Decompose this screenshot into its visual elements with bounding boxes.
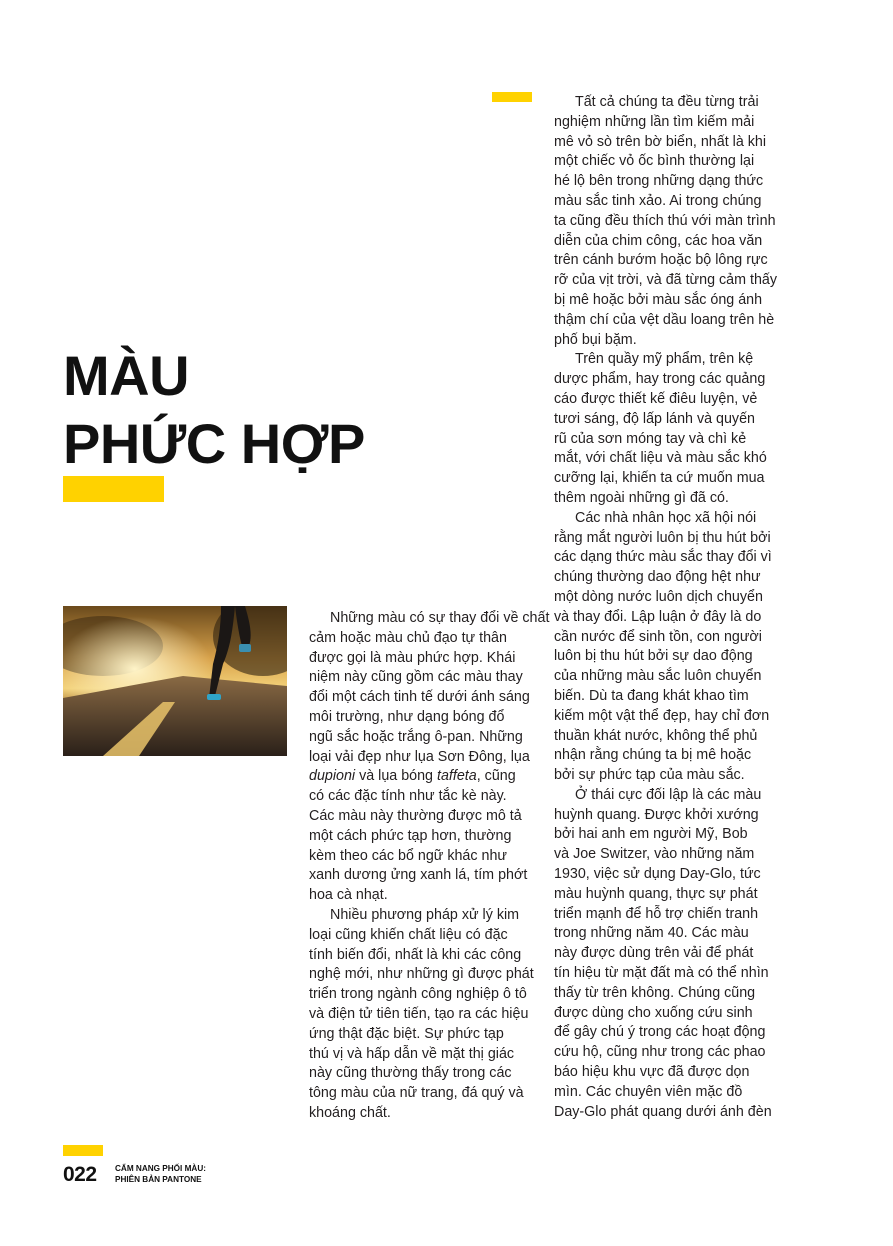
title-line-2: PHỨC HỢP <box>63 412 365 475</box>
text-line: diễn của chim công, các hoa văn <box>554 232 763 249</box>
text-line: rằng mắt người luôn bị thu hút bởi <box>554 529 771 546</box>
text-line: nhận rằng chúng ta bị mê hoặc <box>554 747 752 764</box>
text-line: màu sắc tinh xảo. Ai trong chúng <box>554 192 762 209</box>
paragraph <box>554 350 786 508</box>
text-line: đổi một cách tinh tế dưới ánh sáng <box>309 689 530 706</box>
text-line: triển mạnh để hỗ trợ chiến tranh <box>554 905 759 922</box>
text-line: và thay đổi. Lập luận ở đây là do <box>554 608 762 625</box>
text-line: nghiệm những lần tìm kiếm mải <box>554 113 755 130</box>
text-line: cảm hoặc màu chủ đạo tự thân <box>309 629 507 646</box>
text-line: kèm theo các bổ ngữ khác như <box>309 847 507 864</box>
accent-bar-top <box>492 92 532 102</box>
text-line: ứng thật đặc biệt. Sự phức tạp <box>309 1025 504 1042</box>
text-line: rũ của sơn móng tay và chì kẻ <box>554 430 747 447</box>
text-line: trong những năm 40. Các màu <box>554 925 749 942</box>
text-line: phố bụi bặm. <box>554 331 637 348</box>
accent-bar-title <box>63 476 164 502</box>
text-line: tính biến đổi, nhất là khi các công <box>309 946 522 963</box>
text-line: cáo được thiết kế điêu luyện, vẻ <box>554 390 758 407</box>
text-line <box>309 767 541 787</box>
text-line: Nhiều phương pháp xử lý kim <box>330 906 520 923</box>
text-line: cứu hộ, cũng như trong các phao <box>554 1044 766 1061</box>
text-line: tươi sáng, độ lấp lánh và quyến <box>554 410 755 427</box>
text-line: ngũ sắc hoặc trắng ô-pan. Những <box>309 728 523 745</box>
body-column-right <box>554 93 786 1122</box>
text-line: dược phẩm, hay trong các quảng <box>554 371 766 388</box>
text-line: môi trường, như dạng bóng đổ <box>309 708 505 725</box>
text-line: Trên quầy mỹ phẩm, trên kệ <box>575 351 754 368</box>
text-line: loại vải đẹp như lụa Sơn Đông, lụa <box>309 748 530 765</box>
text-line: có các đặc tính như tắc kè này. <box>309 788 507 805</box>
text-line: báo hiệu khu vực đã được dọn <box>554 1064 750 1081</box>
text-line: cưỡng lại, khiến ta cứ muốn mua <box>554 470 765 487</box>
text-line: huỳnh quang. Được khởi xướng <box>554 806 759 823</box>
page-number: 022 <box>63 1163 97 1186</box>
text-line: biến. Dù ta đang khát khao tìm <box>554 687 749 704</box>
text-line: mê vỏ sò trên bờ biển, nhất là khi <box>554 133 767 150</box>
text-line: rỡ của vịt trời, và đã từng cảm thấy <box>554 272 777 289</box>
text-line: được dùng cho xuống cứu sinh <box>554 1004 753 1021</box>
text-line: triển trong ngành công nghiệp ô tô <box>309 986 527 1003</box>
text-line: thuần khát nước, không thể phủ <box>554 727 758 744</box>
footer-label-line-1: CẨM NANG PHỐI MÀU: <box>115 1164 206 1173</box>
text-line: và điện tử tiên tiến, tạo ra các hiệu <box>309 1005 529 1022</box>
running-footer <box>115 1164 206 1185</box>
text-line: hoa cà nhạt. <box>309 887 388 904</box>
text-line: Tất cả chúng ta đều từng trải <box>575 94 759 110</box>
text-line: kiếm một vật thể đẹp, hay chỉ đơn <box>554 707 770 724</box>
text-line: Ở thái cực đối lập là các màu <box>575 786 762 803</box>
italic-term: dupioni <box>309 768 356 785</box>
text-line: này cũng thường thấy trong các <box>309 1065 512 1082</box>
text-line: ta cũng đều thích thú với màn trình <box>554 212 776 229</box>
text-line: cần nước để sinh tồn, con người <box>554 628 762 645</box>
text-line: màu huỳnh quang, thực sự phát <box>554 885 758 902</box>
text-line: và Joe Switzer, vào những năm <box>554 846 755 863</box>
text-line: được gọi là màu phức hợp. Khái <box>309 649 516 666</box>
text-line: thêm ngoài những gì đã có. <box>554 489 729 506</box>
text-line: trên cánh bướm hoặc bộ lông rực <box>554 252 768 269</box>
accent-bar-footer <box>63 1145 103 1156</box>
text-line: thú vị và hấp dẫn về mặt thị giác <box>309 1045 515 1062</box>
paragraph <box>554 786 786 1123</box>
text-line: bởi sự phức tạp của màu sắc. <box>554 767 745 784</box>
text-line: Các màu này thường được mô tả <box>309 807 522 824</box>
paragraph <box>554 93 786 350</box>
text-line: nghệ mới, như những gì được phát <box>309 966 534 983</box>
text-line: một chiếc vỏ ốc bình thường lại <box>554 153 755 170</box>
paragraph <box>554 509 786 786</box>
text-line: khoáng chất. <box>309 1104 391 1121</box>
page-title <box>63 342 365 478</box>
text-line: chúng thường dao động hệt như <box>554 569 761 586</box>
text-line: tông màu của nữ trang, đá quý và <box>309 1085 524 1102</box>
text-line: một dòng nước luôn dịch chuyển <box>554 588 763 605</box>
text-line: 1930, việc sử dụng Day-Glo, tức <box>554 866 761 883</box>
runner-photo <box>63 606 287 756</box>
footer-label-line-2: PHIÊN BẢN PANTONE <box>115 1174 202 1184</box>
text-line: các dạng thức màu sắc thay đổi vì <box>554 549 772 566</box>
text-line: Day-Glo phát quang dưới ánh đèn <box>554 1103 772 1120</box>
text-line: bởi hai anh em người Mỹ, Bob <box>554 826 748 843</box>
text-line: một cách phức tạp hơn, thường <box>309 827 512 844</box>
text-line: này được dùng trên vải để phát <box>554 945 754 962</box>
text-fragment: , cũng <box>476 768 516 785</box>
text-line: mìn. Các chuyên viên mặc đồ <box>554 1083 743 1100</box>
paragraph <box>309 609 550 906</box>
text-line: niệm này cũng gồm các màu thay <box>309 669 523 686</box>
text-line: bị mê hoặc bởi màu sắc óng ánh <box>554 291 763 308</box>
text-line: xanh dương ửng xanh lá, tím phớt <box>309 867 528 884</box>
text-line: thấy từ trên không. Chúng cũng <box>554 984 756 1001</box>
text-line: hé lộ bên trong những dạng thức <box>554 173 764 190</box>
text-line: để gây chú ý trong các hoạt động <box>554 1024 766 1041</box>
text-line: Các nhà nhân học xã hội nói <box>575 509 757 526</box>
text-line: luôn bị thu hút bởi sự dao động <box>554 648 753 665</box>
text-line: mắt, với chất liệu và màu sắc khó <box>554 450 767 467</box>
text-line: thậm chí của vệt dầu loang trên hè <box>554 311 775 328</box>
body-column-middle <box>309 609 550 1124</box>
title-line-1: MÀU <box>63 344 190 407</box>
text-line: Những màu có sự thay đổi về chất <box>330 610 550 626</box>
text-line: loại cũng khiến chất liệu có đặc <box>309 926 508 943</box>
text-line: tín hiệu từ mặt đất mà có thể nhìn <box>554 965 769 982</box>
paragraph <box>309 906 541 1124</box>
text-line: của những màu sắc luôn chuyển <box>554 668 762 685</box>
italic-term: taffeta <box>436 768 477 785</box>
text-fragment: và lụa bóng <box>355 768 437 785</box>
